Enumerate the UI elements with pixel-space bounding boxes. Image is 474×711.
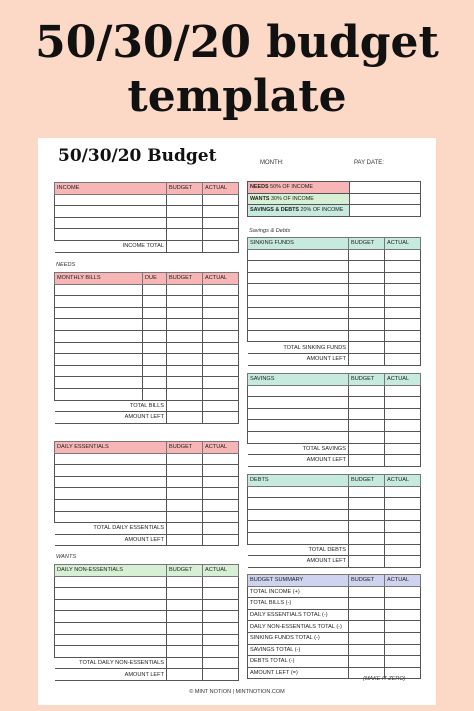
daily-non-essentials-total-budget[interactable]	[167, 657, 203, 669]
headline-line-2: template	[127, 71, 347, 122]
table-row[interactable]	[55, 646, 239, 658]
goal-row-wants	[248, 193, 421, 205]
debts-title: DEBTS	[248, 475, 349, 487]
savings-left-actual[interactable]	[385, 455, 421, 467]
goals-table	[247, 181, 421, 217]
goal-wants-note: 30% OF INCOME	[270, 195, 314, 202]
table-row[interactable]	[248, 295, 421, 307]
summary-row-sinking-funds	[248, 632, 421, 644]
daily-essentials-budget-header: BUDGET	[167, 442, 203, 454]
summary-label: SINKING FUNDS TOTAL (-)	[248, 632, 349, 644]
summary-actual-cell[interactable]	[385, 598, 421, 610]
daily-essentials-left-budget[interactable]	[167, 534, 203, 546]
goal-wants-amount[interactable]	[350, 193, 421, 205]
savings-left-label: AMOUNT LEFT	[248, 455, 349, 467]
summary-budget-cell[interactable]	[349, 632, 385, 644]
table-row[interactable]	[55, 453, 239, 465]
summary-row-daily-essentials	[248, 609, 421, 621]
income-total-budget[interactable]	[167, 240, 203, 252]
table-row[interactable]	[55, 488, 239, 500]
sinking-funds-table	[247, 237, 421, 366]
monthly-bills-budget-header: BUDGET	[167, 273, 203, 285]
daily-essentials-left-actual[interactable]	[203, 534, 239, 546]
income-budget-header: BUDGET	[167, 183, 203, 195]
sinking-funds-left-label: AMOUNT LEFT	[248, 353, 349, 365]
goal-needs-label: NEEDS	[250, 184, 269, 191]
headline	[0, 16, 474, 124]
savings-title: SAVINGS	[248, 374, 349, 386]
sinking-funds-actual-header: ACTUAL	[385, 238, 421, 250]
income-header	[55, 183, 239, 195]
table-row[interactable]	[55, 599, 239, 611]
monthly-bills-header	[55, 273, 239, 285]
daily-essentials-actual-header: ACTUAL	[203, 442, 239, 454]
sinking-funds-total-actual[interactable]	[385, 342, 421, 354]
summary-budget-cell[interactable]	[349, 656, 385, 668]
debts-total-budget[interactable]	[349, 544, 385, 556]
wants-section-label: WANTS	[56, 554, 77, 560]
monthly-bills-total-label: TOTAL BILLS	[55, 400, 167, 412]
sinking-funds-left-row	[248, 353, 421, 365]
table-row[interactable]	[248, 261, 421, 273]
table-row[interactable]	[248, 521, 421, 533]
table-row[interactable]	[55, 330, 239, 342]
goal-row-needs	[248, 182, 421, 194]
summary-label: DEBTS TOTAL (-)	[248, 656, 349, 668]
savings-total-label: TOTAL SAVINGS	[248, 443, 349, 455]
budget-summary-header	[248, 575, 421, 587]
summary-label: TOTAL INCOME (+)	[248, 586, 349, 598]
monthly-bills-total-budget[interactable]	[167, 400, 203, 412]
sinking-funds-total-row	[248, 342, 421, 354]
daily-non-essentials-left-actual[interactable]	[203, 669, 239, 681]
monthly-bills-table	[54, 272, 239, 424]
summary-budget-cell[interactable]	[349, 598, 385, 610]
table-row[interactable]	[248, 420, 421, 432]
goal-row-savings	[248, 205, 421, 217]
daily-essentials-total-row	[55, 523, 239, 535]
table-row[interactable]	[248, 284, 421, 296]
monthly-bills-left-budget[interactable]	[167, 412, 203, 424]
summary-budget-cell[interactable]	[349, 621, 385, 633]
summary-row-total-income	[248, 586, 421, 598]
savings-debts-section-label: Savings & Debts	[249, 228, 291, 234]
sinking-funds-title: SINKING FUNDS	[248, 238, 349, 250]
table-row[interactable]	[55, 377, 239, 389]
monthly-bills-total-actual[interactable]	[203, 400, 239, 412]
monthly-bills-left-actual[interactable]	[203, 412, 239, 424]
budget-summary-actual-header: ACTUAL	[385, 575, 421, 587]
month-label: MONTH:	[260, 160, 284, 166]
daily-non-essentials-header	[55, 565, 239, 577]
table-row[interactable]	[55, 511, 239, 523]
table-row[interactable]	[55, 388, 239, 400]
income-actual-header: ACTUAL	[203, 183, 239, 195]
summary-actual-cell[interactable]	[385, 621, 421, 633]
savings-header	[248, 374, 421, 386]
daily-non-essentials-total-label: TOTAL DAILY NON-ESSENTIALS	[55, 657, 167, 669]
summary-actual-cell[interactable]	[385, 632, 421, 644]
debts-header	[248, 475, 421, 487]
savings-total-actual[interactable]	[385, 443, 421, 455]
summary-actual-cell[interactable]	[385, 609, 421, 621]
daily-essentials-title: DAILY ESSENTIALS	[55, 442, 167, 454]
sinking-funds-total-label: TOTAL SINKING FUNDS	[248, 342, 349, 354]
daily-essentials-total-label: TOTAL DAILY ESSENTIALS	[55, 523, 167, 535]
daily-non-essentials-left-budget[interactable]	[167, 669, 203, 681]
table-row[interactable]	[55, 194, 239, 206]
table-row[interactable]	[55, 622, 239, 634]
sheet-title: 50/30/20 Budget	[58, 146, 217, 166]
table-row[interactable]	[55, 217, 239, 229]
income-table	[54, 182, 239, 253]
monthly-bills-due-header: DUE	[143, 273, 167, 285]
budget-summary-table	[247, 574, 421, 679]
debts-actual-header: ACTUAL	[385, 475, 421, 487]
summary-actual-cell[interactable]	[385, 586, 421, 598]
budget-summary-budget-header: BUDGET	[349, 575, 385, 587]
daily-essentials-table	[54, 441, 239, 546]
table-row[interactable]	[248, 397, 421, 409]
sinking-funds-left-actual[interactable]	[385, 353, 421, 365]
debts-left-label: AMOUNT LEFT	[248, 556, 349, 568]
monthly-bills-title: MONTHLY BILLS	[55, 273, 143, 285]
table-row[interactable]	[248, 498, 421, 510]
income-title: INCOME	[55, 183, 167, 195]
daily-non-essentials-table	[54, 564, 239, 681]
table-row[interactable]	[55, 365, 239, 377]
summary-label: TOTAL BILLS (-)	[248, 598, 349, 610]
needs-section-label: NEEDS	[56, 262, 76, 268]
table-row[interactable]	[55, 319, 239, 331]
daily-non-essentials-left-row	[55, 669, 239, 681]
summary-label: SAVINGS TOTAL (-)	[248, 644, 349, 656]
savings-actual-header: ACTUAL	[385, 374, 421, 386]
debts-left-row	[248, 556, 421, 568]
savings-budget-header: BUDGET	[349, 374, 385, 386]
summary-row-debts	[248, 656, 421, 668]
daily-non-essentials-total-actual[interactable]	[203, 657, 239, 669]
goal-savings-amount[interactable]	[350, 205, 421, 217]
daily-essentials-header	[55, 442, 239, 454]
footer-credit: © MINT NOTION | MINTNOTION.COM	[189, 689, 285, 695]
goal-savings-note: 20% OF INCOME	[300, 207, 344, 214]
summary-row-savings	[248, 644, 421, 656]
goal-needs-amount[interactable]	[350, 182, 421, 194]
daily-essentials-left-row	[55, 534, 239, 546]
income-total-row	[55, 240, 239, 252]
make-it-zero-note: (MAKE IT ZERO)	[363, 676, 406, 682]
summary-actual-cell[interactable]	[385, 656, 421, 668]
income-total-label: INCOME TOTAL	[55, 240, 167, 252]
budget-sheet	[38, 138, 436, 705]
sinking-funds-budget-header: BUDGET	[349, 238, 385, 250]
headline-line-1: 50/30/20 budget	[35, 17, 439, 68]
debts-total-actual[interactable]	[385, 544, 421, 556]
summary-label: DAILY ESSENTIALS TOTAL (-)	[248, 609, 349, 621]
debts-left-budget[interactable]	[349, 556, 385, 568]
table-row[interactable]	[248, 408, 421, 420]
table-row[interactable]	[55, 307, 239, 319]
table-row[interactable]	[55, 354, 239, 366]
savings-table	[247, 373, 421, 467]
table-row[interactable]	[55, 611, 239, 623]
summary-row-total-bills	[248, 598, 421, 610]
table-row[interactable]	[55, 342, 239, 354]
table-row[interactable]	[55, 634, 239, 646]
table-row[interactable]	[248, 307, 421, 319]
sinking-funds-left-budget[interactable]	[349, 353, 385, 365]
budget-summary-title: BUDGET SUMMARY	[248, 575, 349, 587]
summary-budget-cell[interactable]	[349, 586, 385, 598]
pay-date-label: PAY DATE:	[354, 160, 384, 166]
table-row[interactable]	[248, 319, 421, 331]
table-row[interactable]	[248, 431, 421, 443]
monthly-bills-total-row	[55, 400, 239, 412]
savings-left-row	[248, 455, 421, 467]
daily-non-essentials-budget-header: BUDGET	[167, 565, 203, 577]
goal-savings-label: SAVINGS & DEBTS	[250, 207, 300, 214]
debts-total-row	[248, 544, 421, 556]
sinking-funds-total-budget[interactable]	[349, 342, 385, 354]
daily-non-essentials-left-label: AMOUNT LEFT	[55, 669, 167, 681]
table-row[interactable]	[55, 499, 239, 511]
summary-label: DAILY NON-ESSENTIALS TOTAL (-)	[248, 621, 349, 633]
table-row[interactable]	[55, 588, 239, 600]
debts-total-label: TOTAL DEBTS	[248, 544, 349, 556]
savings-left-budget[interactable]	[349, 455, 385, 467]
table-row[interactable]	[55, 465, 239, 477]
debts-table	[247, 474, 421, 568]
table-row[interactable]	[248, 249, 421, 261]
summary-budget-cell[interactable]	[349, 644, 385, 656]
daily-non-essentials-title: DAILY NON-ESSENTIALS	[55, 565, 167, 577]
daily-essentials-total-actual[interactable]	[203, 523, 239, 535]
table-row[interactable]	[248, 532, 421, 544]
summary-actual-cell[interactable]	[385, 644, 421, 656]
savings-total-budget[interactable]	[349, 443, 385, 455]
table-row[interactable]	[55, 284, 239, 296]
table-row[interactable]	[248, 486, 421, 498]
monthly-bills-left-row	[55, 412, 239, 424]
table-row[interactable]	[55, 476, 239, 488]
daily-essentials-total-budget[interactable]	[167, 523, 203, 535]
monthly-bills-left-label: AMOUNT LEFT	[55, 412, 167, 424]
daily-essentials-left-label: AMOUNT LEFT	[55, 534, 167, 546]
income-total-actual[interactable]	[203, 240, 239, 252]
table-row[interactable]	[55, 296, 239, 308]
table-row[interactable]	[55, 206, 239, 218]
monthly-bills-actual-header: ACTUAL	[203, 273, 239, 285]
goal-wants-label: WANTS	[250, 195, 270, 202]
debts-budget-header: BUDGET	[349, 475, 385, 487]
daily-non-essentials-actual-header: ACTUAL	[203, 565, 239, 577]
table-row[interactable]	[248, 272, 421, 284]
summary-label: AMOUNT LEFT (=)	[248, 667, 349, 679]
table-row[interactable]	[55, 576, 239, 588]
debts-left-actual[interactable]	[385, 556, 421, 568]
sinking-funds-header	[248, 238, 421, 250]
table-row[interactable]	[248, 330, 421, 342]
summary-budget-cell[interactable]	[349, 609, 385, 621]
table-row[interactable]	[248, 509, 421, 521]
table-row[interactable]	[55, 229, 239, 241]
savings-total-row	[248, 443, 421, 455]
summary-row-daily-non-essentials	[248, 621, 421, 633]
table-row[interactable]	[248, 385, 421, 397]
daily-non-essentials-total-row	[55, 657, 239, 669]
goal-needs-note: 50% OF INCOME	[270, 184, 313, 191]
